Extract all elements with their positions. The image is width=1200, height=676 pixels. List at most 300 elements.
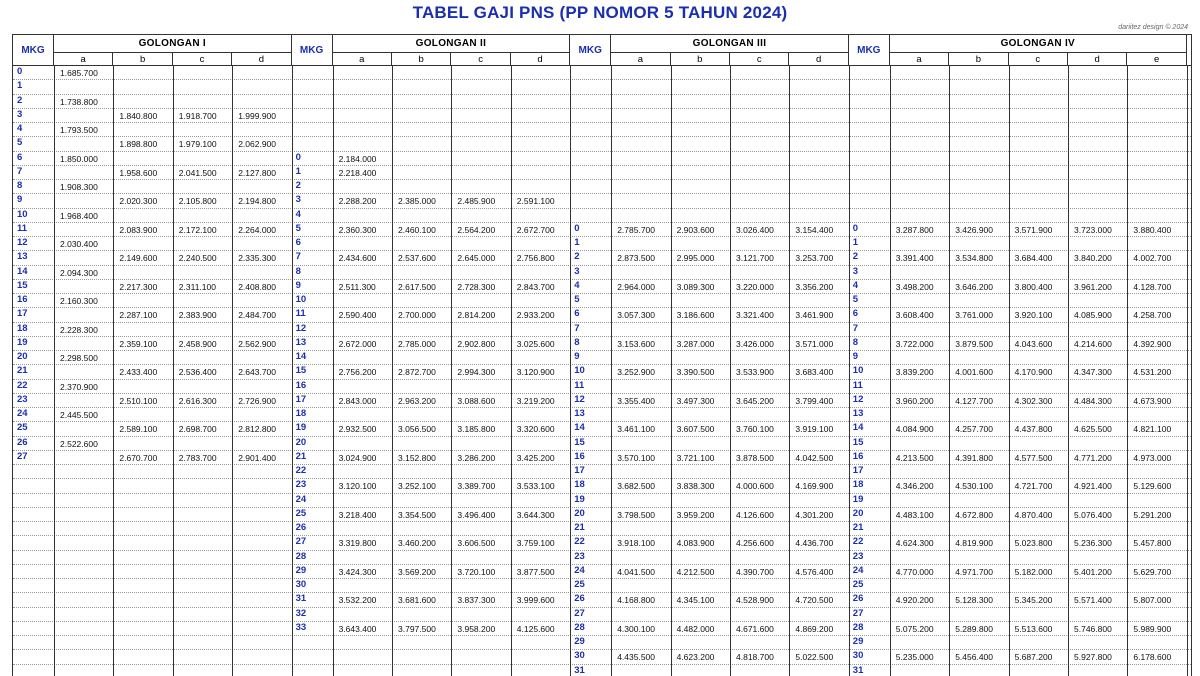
salary-cell: 3.354.500 [398, 509, 436, 520]
salary-cell: 5.182.000 [1014, 566, 1053, 577]
mkg-value: 25 [852, 579, 864, 590]
salary-cell: 3.840.200 [1074, 253, 1112, 264]
column-header: c [173, 53, 232, 65]
salary-cell: 3.644.300 [516, 509, 555, 520]
salary-cell: 2.511.300 [338, 281, 376, 292]
mkg-value: 17 [295, 393, 307, 405]
golongan-header: GOLONGAN III [611, 35, 849, 53]
salary-cell: 2.698.700 [178, 424, 217, 435]
salary-cell: 1.738.800 [60, 96, 98, 107]
salary-cell: 3.877.500 [516, 566, 555, 577]
salary-cell: 4.720.500 [795, 595, 834, 606]
salary-cell: 5.927.800 [1074, 652, 1112, 663]
salary-cell: 2.298.500 [60, 353, 98, 363]
row-line [13, 350, 1191, 351]
salary-cell: 4.347.300 [1074, 367, 1112, 378]
salary-cell: 3.683.400 [795, 367, 834, 378]
salary-cell: 2.485.900 [457, 196, 496, 207]
salary-cell: 2.564.200 [457, 224, 496, 235]
salary-cell: 3.153.600 [617, 338, 656, 349]
mkg-value: 10 [852, 365, 864, 377]
row-line [13, 222, 1191, 223]
salary-cell: 4.771.200 [1074, 452, 1112, 463]
mkg-value: 20 [17, 351, 28, 362]
salary-cell: 4.041.500 [617, 566, 656, 577]
salary-cell: 3.253.700 [795, 253, 834, 264]
mkg-value: 31 [852, 664, 864, 676]
mkg-header: MKG [570, 35, 611, 65]
mkg-value: 32 [295, 607, 307, 619]
salary-cell: 6.178.600 [1133, 652, 1172, 663]
golongan-header: GOLONGAN I [54, 35, 292, 53]
mkg-value: 4 [852, 279, 859, 291]
mkg-value: 23 [574, 550, 585, 562]
mkg-value: 18 [295, 408, 307, 419]
mkg-value: 16 [17, 294, 28, 305]
salary-cell: 2.873.500 [617, 253, 656, 264]
salary-cell: 3.570.100 [617, 452, 656, 463]
mkg-value: 25 [574, 579, 585, 590]
salary-cell: 3.837.300 [457, 595, 496, 606]
salary-cell: 4.256.600 [736, 538, 774, 549]
mkg-value: 26 [852, 593, 864, 605]
salary-cell: 1.999.900 [238, 110, 277, 121]
mkg-value: 17 [17, 308, 28, 320]
row-line [13, 564, 1191, 565]
salary-cell: 3.960.200 [895, 395, 934, 406]
salary-cell: 2.700.000 [398, 310, 436, 321]
mkg-value: 3 [295, 194, 301, 206]
mkg-value: 1 [852, 237, 859, 248]
row-line [13, 521, 1191, 522]
salary-cell: 3.355.400 [617, 395, 656, 406]
mkg-value: 23 [295, 479, 307, 491]
mkg-value: 18 [852, 479, 864, 491]
salary-cell: 3.961.200 [1074, 281, 1112, 292]
salary-cell: 2.994.300 [457, 367, 496, 378]
salary-cell: 3.425.200 [516, 452, 555, 463]
row-line [13, 364, 1191, 365]
salary-cell: 2.288.200 [338, 196, 377, 207]
mkg-value: 6 [574, 308, 580, 320]
salary-cell: 2.194.800 [238, 196, 277, 207]
salary-cell: 2.670.700 [119, 452, 158, 463]
row-line [13, 265, 1191, 266]
salary-cell: 3.959.200 [676, 509, 715, 520]
salary-cell: 4.920.200 [895, 595, 934, 606]
salary-cell: 2.589.100 [119, 424, 158, 435]
salary-cell: 2.172.100 [178, 224, 217, 235]
column-line [671, 65, 672, 676]
mkg-value: 21 [852, 522, 864, 533]
salary-cell: 3.878.500 [736, 452, 774, 463]
salary-cell: 4.125.600 [516, 623, 555, 634]
row-line [13, 322, 1191, 323]
salary-cell: 3.720.100 [457, 566, 496, 577]
column-header: a [333, 53, 392, 65]
mkg-value: 7 [295, 251, 301, 263]
salary-cell: 2.240.500 [178, 253, 217, 264]
salary-cell: 3.999.600 [516, 595, 555, 606]
salary-cell: 5.807.000 [1133, 595, 1172, 606]
row-line [13, 635, 1191, 636]
mkg-header: MKG [292, 35, 333, 65]
mkg-value: 0 [17, 66, 23, 77]
salary-cell: 2.537.600 [398, 253, 436, 264]
salary-cell: 2.964.000 [617, 281, 656, 292]
salary-cell: 4.213.500 [895, 452, 934, 463]
mkg-value: 14 [852, 422, 864, 434]
column-line [789, 65, 790, 676]
salary-cell: 3.025.600 [516, 338, 555, 349]
salary-cell: 2.434.600 [338, 253, 377, 264]
mkg-value: 4 [295, 208, 301, 220]
salary-cell: 2.785.700 [617, 224, 656, 235]
salary-table [12, 34, 1192, 676]
salary-cell: 3.798.500 [617, 509, 656, 520]
salary-cell: 3.607.500 [676, 424, 715, 435]
mkg-value: 2 [574, 251, 580, 263]
mkg-value: 17 [852, 465, 864, 476]
salary-cell: 4.042.500 [795, 452, 834, 463]
mkg-header: MKG [13, 35, 54, 65]
mkg-value: 7 [574, 322, 580, 334]
mkg-value: 6 [17, 151, 23, 163]
salary-cell: 3.497.300 [676, 395, 715, 406]
row-line [13, 307, 1191, 308]
salary-cell: 1.958.600 [119, 167, 158, 178]
salary-cell: 3.185.800 [457, 424, 496, 435]
salary-cell: 3.569.200 [398, 566, 436, 577]
salary-cell: 2.903.600 [676, 224, 715, 235]
salary-cell: 2.616.300 [178, 395, 217, 406]
salary-cell: 1.968.400 [60, 210, 98, 221]
salary-cell: 4.257.700 [955, 424, 994, 435]
salary-cell: 4.531.200 [1133, 367, 1172, 378]
salary-cell: 3.533.100 [516, 481, 555, 492]
column-line [949, 65, 950, 676]
salary-cell: 3.721.100 [676, 452, 715, 463]
mkg-value: 0 [574, 222, 580, 234]
salary-cell: 3.356.200 [795, 281, 834, 292]
salary-cell: 4.437.800 [1014, 424, 1053, 435]
mkg-value: 22 [295, 465, 307, 476]
mkg-value: 15 [852, 436, 864, 448]
mkg-value: 12 [295, 322, 307, 334]
column-header: b [671, 53, 730, 65]
mkg-value: 25 [295, 507, 307, 519]
row-line [13, 607, 1191, 608]
salary-cell: 3.643.400 [338, 623, 377, 634]
row-line [13, 79, 1191, 80]
row-line [13, 250, 1191, 251]
column-line [849, 65, 850, 676]
salary-cell: 5.023.800 [1014, 538, 1053, 549]
row-line [13, 493, 1191, 494]
mkg-value: 15 [17, 279, 28, 291]
mkg-value: 19 [295, 422, 307, 434]
salary-cell: 2.335.300 [238, 253, 277, 264]
salary-cell: 5.075.200 [895, 623, 934, 634]
salary-cell: 2.643.700 [238, 367, 277, 378]
mkg-value: 20 [852, 507, 864, 519]
mkg-value: 16 [852, 450, 864, 462]
mkg-value: 2 [295, 180, 301, 191]
salary-cell: 4.577.500 [1014, 452, 1053, 463]
salary-cell: 5.235.000 [895, 652, 934, 663]
salary-cell: 5.022.500 [795, 652, 834, 663]
mkg-value: 5 [17, 137, 23, 149]
salary-cell: 2.843.000 [338, 395, 377, 406]
salary-cell: 5.746.800 [1074, 623, 1112, 634]
salary-cell: 3.919.100 [795, 424, 834, 435]
salary-cell: 3.533.900 [736, 367, 774, 378]
salary-cell: 2.218.400 [338, 167, 377, 178]
mkg-value: 13 [295, 336, 307, 348]
mkg-value: 7 [852, 322, 859, 334]
salary-cell: 3.321.400 [736, 310, 774, 321]
row-line [13, 550, 1191, 551]
mkg-value: 14 [295, 351, 307, 362]
mkg-value: 14 [17, 265, 28, 277]
mkg-value: 3 [17, 108, 23, 120]
salary-cell: 2.460.100 [398, 224, 436, 235]
mkg-value: 8 [17, 180, 23, 191]
mkg-value: 22 [17, 379, 28, 391]
salary-cell: 3.152.800 [398, 452, 436, 463]
salary-cell: 4.300.100 [617, 623, 656, 634]
mkg-value: 5 [852, 294, 859, 305]
salary-cell: 3.800.400 [1014, 281, 1053, 292]
salary-cell: 3.154.400 [795, 224, 834, 235]
mkg-header: MKG [849, 35, 890, 65]
salary-cell: 5.629.700 [1133, 566, 1172, 577]
salary-cell: 4.530.100 [955, 481, 994, 492]
mkg-value: 3 [574, 265, 580, 277]
salary-cell: 4.085.900 [1074, 310, 1112, 321]
column-line [451, 65, 452, 676]
salary-cell: 2.672.700 [516, 224, 555, 235]
salary-cell: 4.483.100 [895, 509, 934, 520]
salary-cell: 4.043.600 [1014, 338, 1053, 349]
salary-cell: 4.921.400 [1074, 481, 1112, 492]
row-line [13, 649, 1191, 650]
mkg-value: 30 [574, 650, 585, 662]
page-title: TABEL GAJI PNS (PP NOMOR 5 TAHUN 2024) [412, 3, 788, 22]
salary-cell: 4.576.400 [795, 566, 834, 577]
salary-cell: 4.128.700 [1133, 281, 1172, 292]
mkg-value: 22 [852, 536, 864, 548]
salary-cell: 2.756.200 [338, 367, 377, 378]
column-line [1187, 65, 1188, 676]
salary-cell: 2.184.000 [338, 153, 377, 164]
mkg-value: 21 [574, 522, 585, 533]
row-line [13, 94, 1191, 95]
column-header: b [113, 53, 172, 65]
salary-cell: 3.879.500 [955, 338, 994, 349]
column-header: a [890, 53, 949, 65]
salary-cell: 4.818.700 [736, 652, 774, 663]
salary-cell: 3.723.000 [1074, 224, 1112, 235]
salary-cell: 2.672.000 [338, 338, 377, 349]
salary-cell: 4.126.600 [736, 509, 774, 520]
salary-cell: 4.484.300 [1074, 395, 1112, 406]
salary-cell: 3.088.600 [457, 395, 496, 406]
mkg-value: 18 [17, 322, 28, 334]
salary-cell: 4.819.900 [955, 538, 994, 549]
salary-cell: 4.301.200 [795, 509, 834, 520]
salary-cell: 4.002.700 [1133, 253, 1172, 264]
salary-cell: 3.920.100 [1014, 310, 1053, 321]
mkg-value: 2 [852, 251, 859, 263]
salary-cell: 2.756.800 [516, 253, 555, 264]
row-line [13, 179, 1191, 180]
mkg-value: 25 [17, 422, 28, 434]
salary-cell: 3.684.400 [1014, 253, 1053, 264]
salary-cell: 2.814.200 [457, 310, 496, 321]
mkg-value: 19 [574, 493, 585, 505]
mkg-value: 17 [574, 465, 585, 476]
salary-cell: 4.625.500 [1074, 424, 1112, 435]
salary-cell: 2.094.300 [60, 267, 98, 278]
row-line [13, 393, 1191, 394]
mkg-value: 13 [852, 408, 864, 419]
salary-cell: 5.129.600 [1133, 481, 1172, 492]
salary-cell: 3.461.900 [795, 310, 834, 321]
golongan-header: GOLONGAN II [333, 35, 571, 53]
mkg-value: 26 [17, 436, 28, 448]
column-header: d [789, 53, 848, 65]
salary-cell: 2.445.500 [60, 410, 98, 420]
salary-cell: 3.390.500 [676, 367, 715, 378]
salary-cell: 2.160.300 [60, 296, 98, 306]
mkg-value: 10 [295, 294, 307, 305]
column-line [333, 65, 334, 676]
mkg-value: 28 [574, 621, 585, 633]
column-line [1009, 65, 1010, 676]
salary-cell: 3.496.400 [457, 509, 496, 520]
salary-cell: 4.345.100 [676, 595, 715, 606]
salary-cell: 2.617.500 [398, 281, 436, 292]
salary-cell: 2.645.000 [457, 253, 496, 264]
salary-cell: 3.606.500 [457, 538, 496, 549]
mkg-value: 0 [295, 151, 301, 163]
salary-cell: 5.457.800 [1133, 538, 1172, 549]
mkg-value: 9 [295, 279, 301, 291]
mkg-value: 12 [852, 393, 864, 405]
mkg-value: 12 [17, 237, 28, 248]
mkg-value: 0 [852, 222, 859, 234]
mkg-value: 9 [17, 194, 23, 206]
salary-cell: 2.812.800 [238, 424, 277, 435]
column-header: c [451, 53, 510, 65]
mkg-value: 1 [295, 165, 301, 177]
mkg-value: 11 [574, 379, 585, 391]
salary-cell: 4.528.900 [736, 595, 774, 606]
salary-cell: 3.646.200 [955, 281, 994, 292]
salary-cell: 4.346.200 [895, 481, 934, 492]
column-line [1068, 65, 1069, 676]
salary-cell: 4.390.700 [736, 566, 774, 577]
mkg-value: 30 [852, 650, 864, 662]
salary-cell: 3.426.900 [955, 224, 994, 235]
column-header: b [949, 53, 1008, 65]
salary-cell: 2.902.800 [457, 338, 496, 349]
mkg-value: 4 [17, 123, 23, 134]
row-line [13, 535, 1191, 536]
column-header: c [1009, 53, 1068, 65]
row-line [13, 436, 1191, 437]
salary-cell: 3.571.900 [1014, 224, 1053, 235]
column-line [54, 65, 55, 676]
salary-cell: 3.286.200 [457, 452, 496, 463]
salary-cell: 2.932.500 [338, 424, 377, 435]
salary-cell: 2.041.500 [178, 167, 217, 178]
row-line [13, 193, 1191, 194]
column-header: e [1127, 53, 1186, 65]
mkg-value: 24 [852, 564, 864, 576]
row-line [13, 450, 1191, 451]
salary-cell: 4.168.800 [617, 595, 656, 606]
salary-cell: 2.360.300 [338, 224, 377, 235]
salary-cell: 3.319.800 [338, 538, 377, 549]
salary-cell: 2.359.100 [119, 338, 158, 349]
salary-cell: 4.623.200 [676, 652, 715, 663]
mkg-value: 29 [574, 636, 585, 647]
salary-cell: 5.571.400 [1074, 595, 1112, 606]
salary-cell: 4.169.900 [795, 481, 834, 492]
salary-cell: 2.030.400 [60, 239, 98, 249]
salary-cell: 3.389.700 [457, 481, 496, 492]
column-line [392, 65, 393, 676]
salary-cell: 2.083.900 [119, 224, 158, 235]
salary-cell: 4.127.700 [955, 395, 994, 406]
mkg-value: 14 [574, 422, 585, 434]
column-line [292, 65, 293, 676]
mkg-value: 22 [574, 536, 585, 548]
salary-cell: 2.217.300 [119, 281, 158, 292]
salary-cell: 3.838.300 [676, 481, 715, 492]
row-line [13, 122, 1191, 123]
mkg-value: 28 [852, 621, 864, 633]
salary-cell: 4.482.000 [676, 623, 715, 634]
mkg-value: 1 [17, 80, 23, 92]
mkg-value: 5 [574, 294, 580, 305]
mkg-value: 16 [295, 379, 307, 391]
row-line [13, 336, 1191, 337]
column-line [890, 65, 891, 676]
mkg-value: 27 [574, 607, 585, 619]
salary-cell: 4.973.000 [1133, 452, 1172, 463]
salary-cell: 2.020.300 [119, 196, 158, 207]
salary-cell: 4.869.200 [795, 623, 834, 634]
mkg-value: 31 [574, 664, 585, 676]
salary-cell: 3.252.900 [617, 367, 656, 378]
mkg-value: 24 [295, 493, 307, 505]
mkg-value: 13 [574, 408, 585, 419]
mkg-value: 28 [295, 550, 307, 562]
row-line [13, 592, 1191, 593]
mkg-value: 24 [574, 564, 585, 576]
mkg-value: 27 [17, 450, 28, 462]
salary-cell: 3.219.200 [516, 395, 555, 406]
salary-cell: 3.252.100 [398, 481, 436, 492]
mkg-value: 33 [295, 621, 307, 633]
salary-cell: 2.562.900 [238, 338, 277, 349]
salary-cell: 3.460.200 [398, 538, 436, 549]
mkg-value: 6 [852, 308, 859, 320]
salary-cell: 3.320.600 [516, 424, 555, 435]
